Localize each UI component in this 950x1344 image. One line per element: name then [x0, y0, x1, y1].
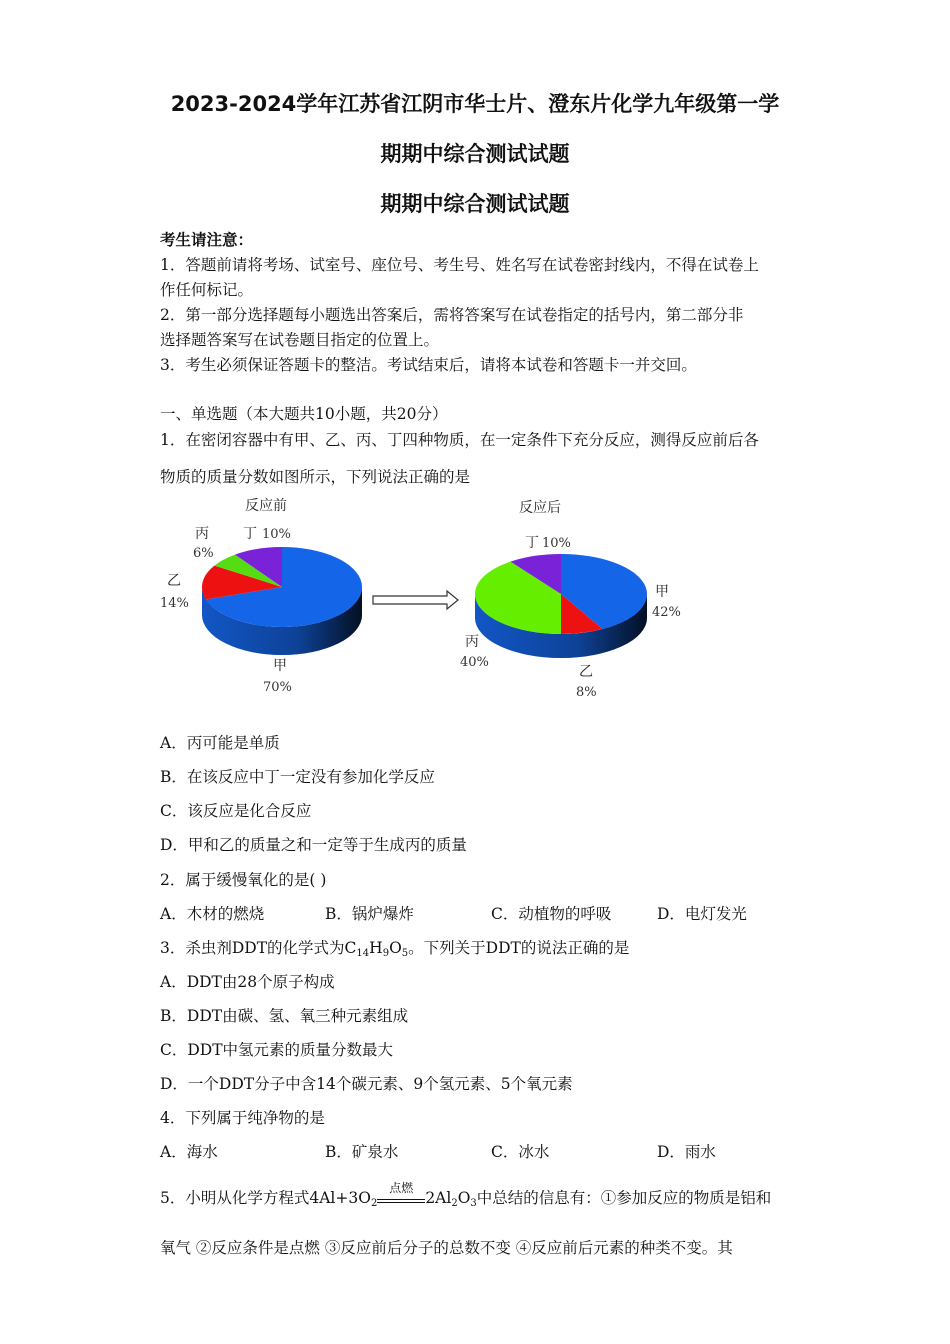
- pie-before: [160, 498, 362, 695]
- section-heading: 一、单选题（本大题共10小题，共20分）: [160, 405, 448, 423]
- q2-stem: 2．属于缓慢氧化的是( ): [160, 871, 327, 889]
- notice-item-1b: 作任何标记。: [160, 281, 254, 299]
- pie-after-title: 反应后: [519, 500, 561, 516]
- pie-before-pct-bing: 6%: [193, 546, 214, 561]
- q3-stem: 3．杀虫剂DDT的化学式为$C_{14}H_9O_5$。下列关于DDT的说法正确的是: [160, 939, 630, 959]
- q1-option-c[interactable]: C．该反应是化合反应: [160, 802, 312, 820]
- pie-before-pct-jia: 70%: [263, 680, 292, 695]
- pie-after-label-jia: 甲: [655, 584, 669, 600]
- pie-after: [460, 500, 681, 700]
- q4-option-a[interactable]: A．海水: [160, 1143, 218, 1161]
- pie-after-label-bing: 丙: [465, 634, 479, 650]
- q4-option-c[interactable]: C．冰水: [491, 1143, 550, 1161]
- reaction-condition: 点燃: [377, 1195, 425, 1203]
- q5-stem: 5．小明从化学方程式$4Al+3O_2$ 点燃 $2Al_2O_3$中总结的信息有：①参加反应的物质是铝和: [160, 1181, 772, 1209]
- q5-stem-line2: 氧气 ②反应条件是点燃 ③反应前后分子的总数不变 ④反应前后元素的种类不变。其: [160, 1239, 733, 1257]
- pie-after-label-yi: 乙: [579, 664, 593, 680]
- pie-before-pct-yi: 14%: [160, 596, 189, 611]
- q3-option-a[interactable]: A．DDT由28个原子构成: [160, 973, 335, 991]
- pie-before-label-ding: 丁: [243, 526, 257, 542]
- notice-item-1a: 1．答题前请将考场、试室号、座位号、考生号、姓名写在试卷密封线内，不得在试卷上: [160, 256, 759, 274]
- q4-option-b[interactable]: B．矿泉水: [325, 1143, 399, 1161]
- pie-before-label-yi: 乙: [167, 573, 181, 589]
- q2-option-b[interactable]: B．锅炉爆炸: [325, 905, 414, 923]
- q3-option-b[interactable]: B．DDT由碳、氢、氧三种元素组成: [160, 1007, 409, 1025]
- q1-option-d[interactable]: D．甲和乙的质量之和一定等于生成丙的质量: [160, 836, 467, 854]
- q2-option-c[interactable]: C．动植物的呼吸: [491, 905, 612, 923]
- q4-option-d[interactable]: D．雨水: [657, 1143, 716, 1161]
- pie-charts: [155, 490, 715, 705]
- pie-after-pct-ding: 10%: [542, 536, 571, 551]
- pie-after-pct-yi: 8%: [576, 685, 597, 700]
- q1-option-b[interactable]: B．在该反应中丁一定没有参加化学反应: [160, 768, 435, 786]
- reaction-arrow: [373, 591, 458, 609]
- notice-item-2a: 2．第一部分选择题每小题选出答案后，需将答案写在试卷指定的括号内，第二部分非: [160, 306, 744, 324]
- q1-stem-a: 1．在密闭容器中有甲、乙、丙、丁四种物质，在一定条件下充分反应，测得反应前后各: [160, 431, 759, 449]
- q2-option-a[interactable]: A．木材的燃烧: [160, 905, 265, 923]
- q1-stem-b: 物质的质量分数如图所示，下列说法正确的是: [160, 468, 471, 486]
- page-title-line2: 期期中综合测试试题: [380, 142, 570, 166]
- pie-before-label-bing: 丙: [195, 526, 209, 542]
- notice-item-2b: 选择题答案写在试卷题目指定的位置上。: [160, 331, 440, 349]
- page-title-line3: 期期中综合测试试题: [380, 192, 570, 216]
- page-title: 2023-2024学年江苏省江阴市华士片、澄东片化学九年级第一学: [170, 92, 780, 116]
- pie-before-label-jia: 甲: [273, 658, 287, 674]
- q3-option-c[interactable]: C．DDT中氢元素的质量分数最大: [160, 1041, 394, 1059]
- pie-after-pct-bing: 40%: [460, 655, 489, 670]
- q2-option-d[interactable]: D．电灯发光: [657, 905, 747, 923]
- notice-heading: 考生请注意：: [160, 230, 254, 249]
- notice-item-3: 3．考生必须保证答题卡的整洁。考试结束后，请将本试卷和答题卡一并交回。: [160, 356, 697, 374]
- pie-after-label-ding: 丁: [525, 535, 539, 551]
- q3-option-d[interactable]: D．一个DDT分子中含14个碳元素、9个氢元素、5个氧元素: [160, 1075, 573, 1093]
- pie-before-pct-ding: 10%: [262, 527, 291, 542]
- pie-before-title: 反应前: [245, 498, 287, 514]
- pie-after-pct-jia: 42%: [652, 605, 681, 620]
- q1-option-a[interactable]: A．丙可能是单质: [160, 734, 280, 752]
- q4-stem: 4．下列属于纯净物的是: [160, 1109, 325, 1127]
